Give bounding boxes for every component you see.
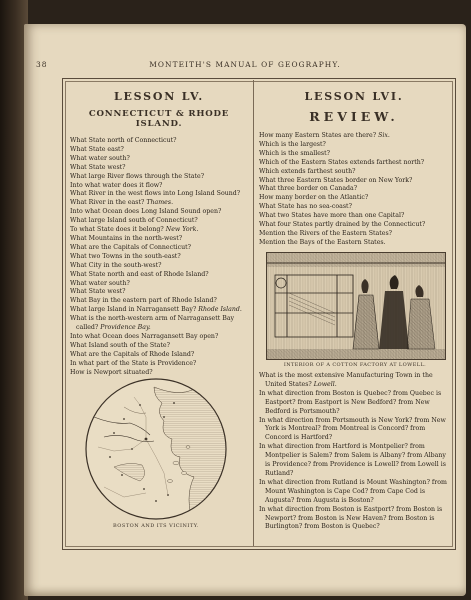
cotton-factory-engraving — [266, 252, 446, 360]
question-line — [70, 271, 248, 280]
question-text: What is the north-western arm of Narragansett Bay called? — [70, 315, 235, 332]
lesson-56-column — [259, 90, 449, 248]
question-text: What State north and east of Rhode Island? — [70, 270, 209, 278]
question-text: Which is the smallest? — [259, 149, 331, 157]
question-line — [70, 146, 248, 155]
question-text: What is the most extensive Manufacturing Town in the United States? — [259, 372, 433, 388]
engraving-caption: INTERIOR OF A COTTON FACTORY AT LOWELL. — [283, 362, 427, 368]
answer-text: Rhode Island. — [198, 306, 242, 314]
question-line — [70, 235, 248, 244]
question-line — [259, 159, 449, 168]
question-line — [70, 360, 248, 369]
question-text: What four States partly drained by the Connecticut? — [259, 221, 426, 229]
running-title: MONTEITH'S MANUAL OF GEOGRAPHY. — [149, 60, 341, 69]
question-text: What Mountains in the north-west? — [70, 234, 183, 242]
question-line — [70, 288, 248, 297]
question-line — [70, 297, 248, 306]
question-line — [259, 506, 449, 533]
question-line — [70, 217, 248, 226]
map-caption: BOSTON AND ITS VICINITY. — [113, 523, 199, 529]
lesson-55-subtitle: CONNECTICUT & RHODE ISLAND. — [88, 109, 230, 129]
question-line — [70, 253, 248, 262]
question-text: What Bay in the eastern part of Rhode Island? — [70, 297, 217, 305]
question-text: What River in the east? — [70, 199, 145, 207]
lesson-56-questions — [259, 132, 449, 248]
question-line — [259, 221, 449, 230]
question-line — [70, 190, 248, 199]
answer-text: Lowell. — [313, 380, 337, 388]
question-line — [70, 173, 248, 182]
question-text: What are the Capitals of Rhode Island? — [70, 350, 195, 358]
question-text: To what State does it belong? — [70, 226, 164, 234]
question-text: How many border on the Atlantic? — [259, 194, 369, 202]
page-header — [36, 58, 454, 72]
lesson-56-questions-2 — [259, 372, 449, 532]
answer-text: Providence Bay. — [100, 324, 151, 332]
question-line — [70, 262, 248, 271]
question-line — [259, 230, 449, 239]
question-line — [259, 372, 449, 390]
answer-text: Thames. — [146, 199, 174, 207]
question-text: What water south? — [70, 279, 130, 287]
question-text: What State west? — [70, 163, 126, 171]
boston-map — [84, 377, 228, 521]
question-text: Which is the largest? — [259, 140, 326, 148]
question-line — [70, 342, 248, 351]
answer-text: Six. — [378, 132, 390, 139]
question-text: What water south? — [70, 154, 130, 162]
question-line — [70, 137, 248, 146]
question-line — [259, 141, 449, 150]
lesson-56-title: LESSON LVI. — [304, 90, 404, 103]
question-text: What two Towns in the south-east? — [70, 252, 181, 260]
question-line — [70, 351, 248, 360]
question-text: What three Eastern States border on New York? — [259, 176, 413, 184]
question-line — [259, 194, 449, 203]
lesson-56-subtitle: REVIEW. — [309, 109, 399, 124]
lesson-55-questions — [70, 137, 248, 377]
question-text: What Island south of the State? — [70, 341, 170, 349]
question-line — [70, 244, 248, 253]
question-line — [259, 443, 449, 479]
question-line — [70, 199, 248, 208]
question-text: What City in the south-west? — [70, 261, 162, 269]
question-line — [259, 150, 449, 159]
lesson-55-column — [70, 90, 248, 377]
question-text: Into what water does it flow? — [70, 181, 163, 189]
answer-text: New York. — [165, 226, 199, 234]
page-number: 38 — [36, 60, 48, 69]
question-line — [259, 168, 449, 177]
question-text: What large Island south of Connecticut? — [70, 217, 198, 225]
question-text: Mention the Rivers of the Eastern States? — [259, 229, 393, 237]
lesson-56-direction-questions — [259, 372, 449, 532]
question-line — [70, 280, 248, 289]
question-line — [259, 390, 449, 417]
question-line — [259, 203, 449, 212]
question-line — [70, 306, 248, 315]
question-text: What large River flows through the State? — [70, 172, 205, 180]
question-text: In what direction from Boston is Quebec? from Quebec is Eastport? from Eastport is New Bedford? from New Bedford is Portsmouth? — [259, 389, 442, 415]
question-text: What three border on Canada? — [259, 185, 358, 193]
question-text: In what direction from Portsmouth is New York? from New York is Montreal? from Montreal is Concord? from Concord is Hartford? — [259, 416, 446, 442]
question-line — [70, 164, 248, 173]
question-text: What State east? — [70, 145, 124, 153]
question-line — [259, 417, 449, 444]
question-text: What two States have more than one Capital? — [259, 212, 405, 220]
question-text: In what direction from Rutland is Mount Washington? from Mount Washington is Cape Cod? from Cape Cod is Augusta? from Augusta is Boston? — [259, 478, 447, 504]
question-text: How many Eastern States are there? — [259, 132, 377, 139]
column-divider — [253, 80, 254, 546]
question-line — [259, 132, 449, 141]
question-text: In what part of the State is Providence? — [70, 359, 197, 367]
question-text: Which of the Eastern States extends farthest north? — [259, 158, 425, 166]
question-line — [259, 212, 449, 221]
question-line — [70, 208, 248, 217]
question-text: Which extends farthest south? — [259, 167, 356, 175]
question-line — [259, 239, 449, 248]
question-text: What are the Capitals of Connecticut? — [70, 243, 191, 251]
lesson-55-title: LESSON LV. — [113, 90, 205, 103]
question-line — [70, 155, 248, 164]
question-text: What State west? — [70, 288, 126, 296]
question-line — [259, 185, 449, 194]
question-line — [259, 177, 449, 186]
question-line — [259, 479, 449, 506]
question-text: Into what Ocean does Long Island Sound open? — [70, 208, 222, 216]
question-text: What large Island in Narragansett Bay? — [70, 306, 197, 314]
question-line — [70, 333, 248, 342]
question-text: Into what Ocean does Narragansett Bay open? — [70, 332, 219, 340]
question-text: How is Newport situated? — [70, 368, 153, 376]
question-line — [70, 315, 248, 333]
question-text: What River in the west flows into Long Island Sound? — [70, 190, 241, 198]
question-text: In what direction from Boston is Eastport? from Boston is Newport? from Boston is New Haven? from Boston is Burlington? from Boston is Quebec? — [259, 505, 443, 531]
question-line — [70, 182, 248, 191]
question-text: In what direction from Hartford is Montpelier? from Montpelier is Salem? from Salem is Albany? from Albany is Providence? from Providence is Lowell? from Lowell is Rutland? — [259, 443, 446, 477]
question-text: Mention the Bays of the Eastern States. — [259, 238, 386, 246]
question-line — [70, 226, 248, 235]
question-text: What State has no sea-coast? — [259, 203, 352, 211]
question-text: What State north of Connecticut? — [70, 137, 177, 144]
